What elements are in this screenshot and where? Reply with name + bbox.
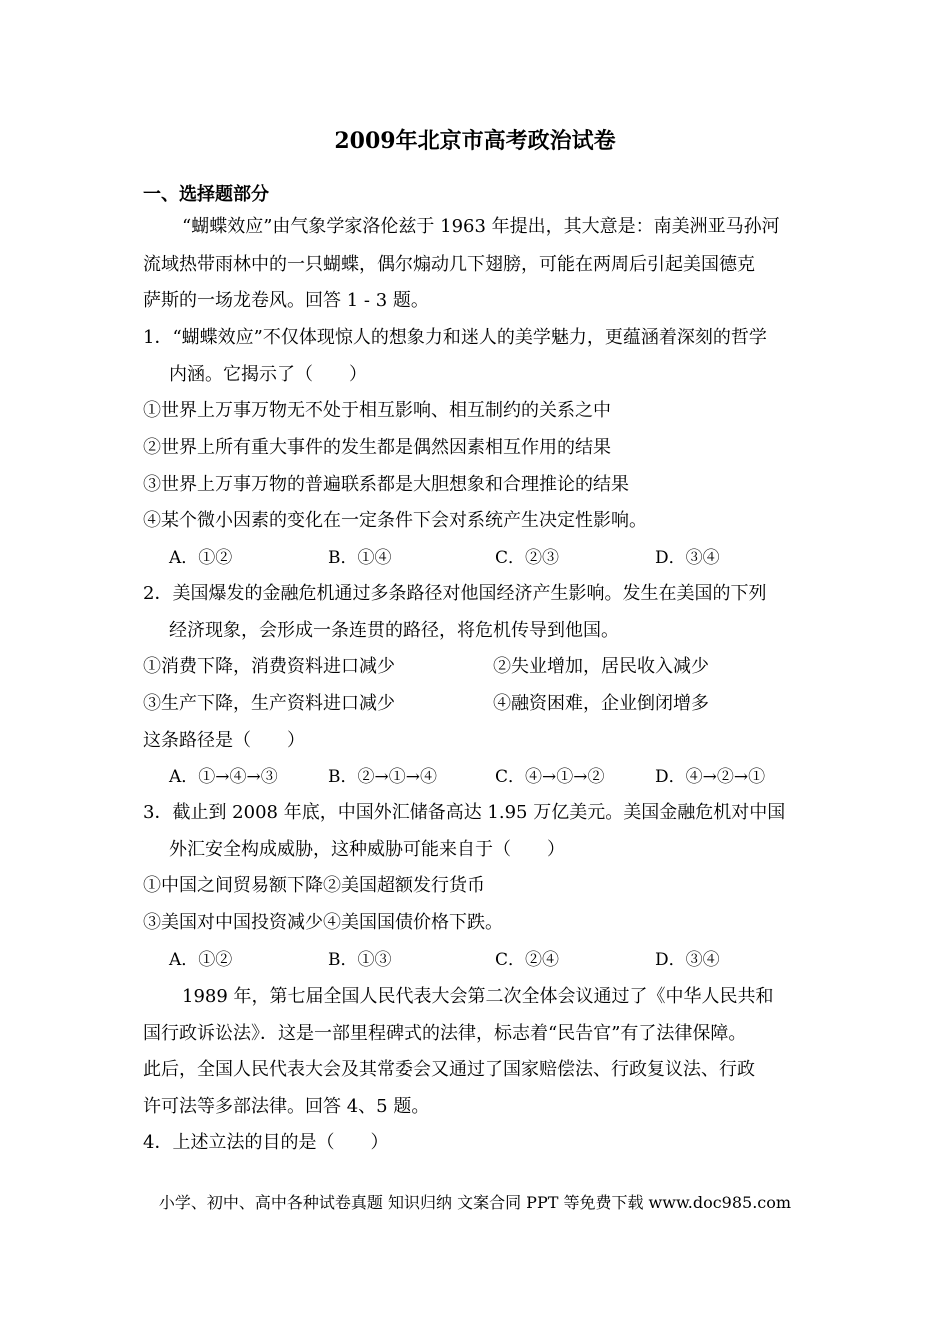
q3-stem-line-1: 3．截止到 2008 年底，中国外汇储备高达 1.95 万亿美元。美国金融危机对中国 xyxy=(143,802,786,823)
q2-item-2: ②失业增加，居民收入减少 xyxy=(493,656,709,677)
intro2-line-3: 此后，全国人民代表大会及其常委会又通过了国家赔偿法、行政复议法、行政 xyxy=(143,1059,755,1080)
q1-option-c[interactable]: C．②③ xyxy=(495,548,560,568)
q1-item-1: ①世界上万事万物无不处于相互影响、相互制约的关系之中 xyxy=(143,400,611,421)
q3-item-2: ③美国对中国投资减少④美国国债价格下跌。 xyxy=(143,912,503,933)
q3-option-a[interactable]: A．①② xyxy=(169,950,233,970)
q3-item-1: ①中国之间贸易额下降②美国超额发行货币 xyxy=(143,875,485,896)
intro2-line-4: 许可法等多部法律。回答 4、5 题。 xyxy=(143,1096,430,1117)
q3-option-d[interactable]: D．③④ xyxy=(655,950,720,970)
q1-stem-line-1: 1．“蝴蝶效应”不仅体现惊人的想象力和迷人的美学魅力，更蕴涵着深刻的哲学 xyxy=(143,327,767,348)
q1-item-2: ②世界上所有重大事件的发生都是偶然因素相互作用的结果 xyxy=(143,437,611,458)
q2-option-a[interactable]: A．①→④→③ xyxy=(169,767,278,787)
q2-stem-line-2: 经济现象，会形成一条连贯的路径，将危机传导到他国。 xyxy=(169,620,619,641)
q1-stem-line-2: 内涵。它揭示了（ ） xyxy=(169,364,367,385)
q2-option-d[interactable]: D．④→②→① xyxy=(655,767,766,787)
intro1-line-3: 萨斯的一场龙卷风。回答 1 - 3 题。 xyxy=(143,290,429,311)
q2-stem-line-1: 2．美国爆发的金融危机通过多条路径对他国经济产生影响。发生在美国的下列 xyxy=(143,583,767,604)
q3-stem-line-2: 外汇安全构成威胁，这种威胁可能来自于（ ） xyxy=(169,839,565,860)
q1-item-3: ③世界上万事万物的普遍联系都是大胆想象和合理推论的结果 xyxy=(143,474,629,495)
intro2-line-1: 1989 年，第七届全国人民代表大会第二次全体会议通过了《中华人民共和 xyxy=(182,986,774,1007)
q1-item-4: ④某个微小因素的变化在一定条件下会对系统产生决定性影响。 xyxy=(143,510,647,531)
q1-option-a[interactable]: A．①② xyxy=(169,548,233,568)
q3-option-c[interactable]: C．②④ xyxy=(495,950,560,970)
intro1-line-2: 流域热带雨林中的一只蝴蝶，偶尔煽动几下翅膀，可能在两周后引起美国德克 xyxy=(143,254,755,275)
q2-item-4: ④融资困难，企业倒闭增多 xyxy=(493,693,709,714)
page-footer: 小学、初中、高中各种试卷真题 知识归纳 文案合同 PPT 等免费下载 www.doc985.com xyxy=(158,1193,792,1212)
q1-option-d[interactable]: D．③④ xyxy=(655,548,720,568)
q2-item-3: ③生产下降，生产资料进口减少 xyxy=(143,693,395,714)
q2-option-b[interactable]: B．②→①→④ xyxy=(328,767,437,787)
intro1-line-1: “蝴蝶效应”由气象学家洛伦兹于 1963 年提出，其大意是：南美洲亚马孙河 xyxy=(182,216,780,237)
section-heading: 一、选择题部分 xyxy=(143,184,269,205)
q2-option-c[interactable]: C．④→①→② xyxy=(495,767,605,787)
q2-tail: 这条路径是（ ） xyxy=(143,730,305,751)
page-title: 2009年北京市高考政治试卷 xyxy=(334,128,616,154)
q4-stem: 4．上述立法的目的是（ ） xyxy=(143,1132,389,1153)
q3-option-b[interactable]: B．①③ xyxy=(328,950,392,970)
intro2-line-2: 国行政诉讼法》．这是一部里程碑式的法律，标志着“民告官”有了法律保障。 xyxy=(143,1023,747,1044)
q2-item-1: ①消费下降，消费资料进口减少 xyxy=(143,656,395,677)
q1-option-b[interactable]: B．①④ xyxy=(328,548,392,568)
